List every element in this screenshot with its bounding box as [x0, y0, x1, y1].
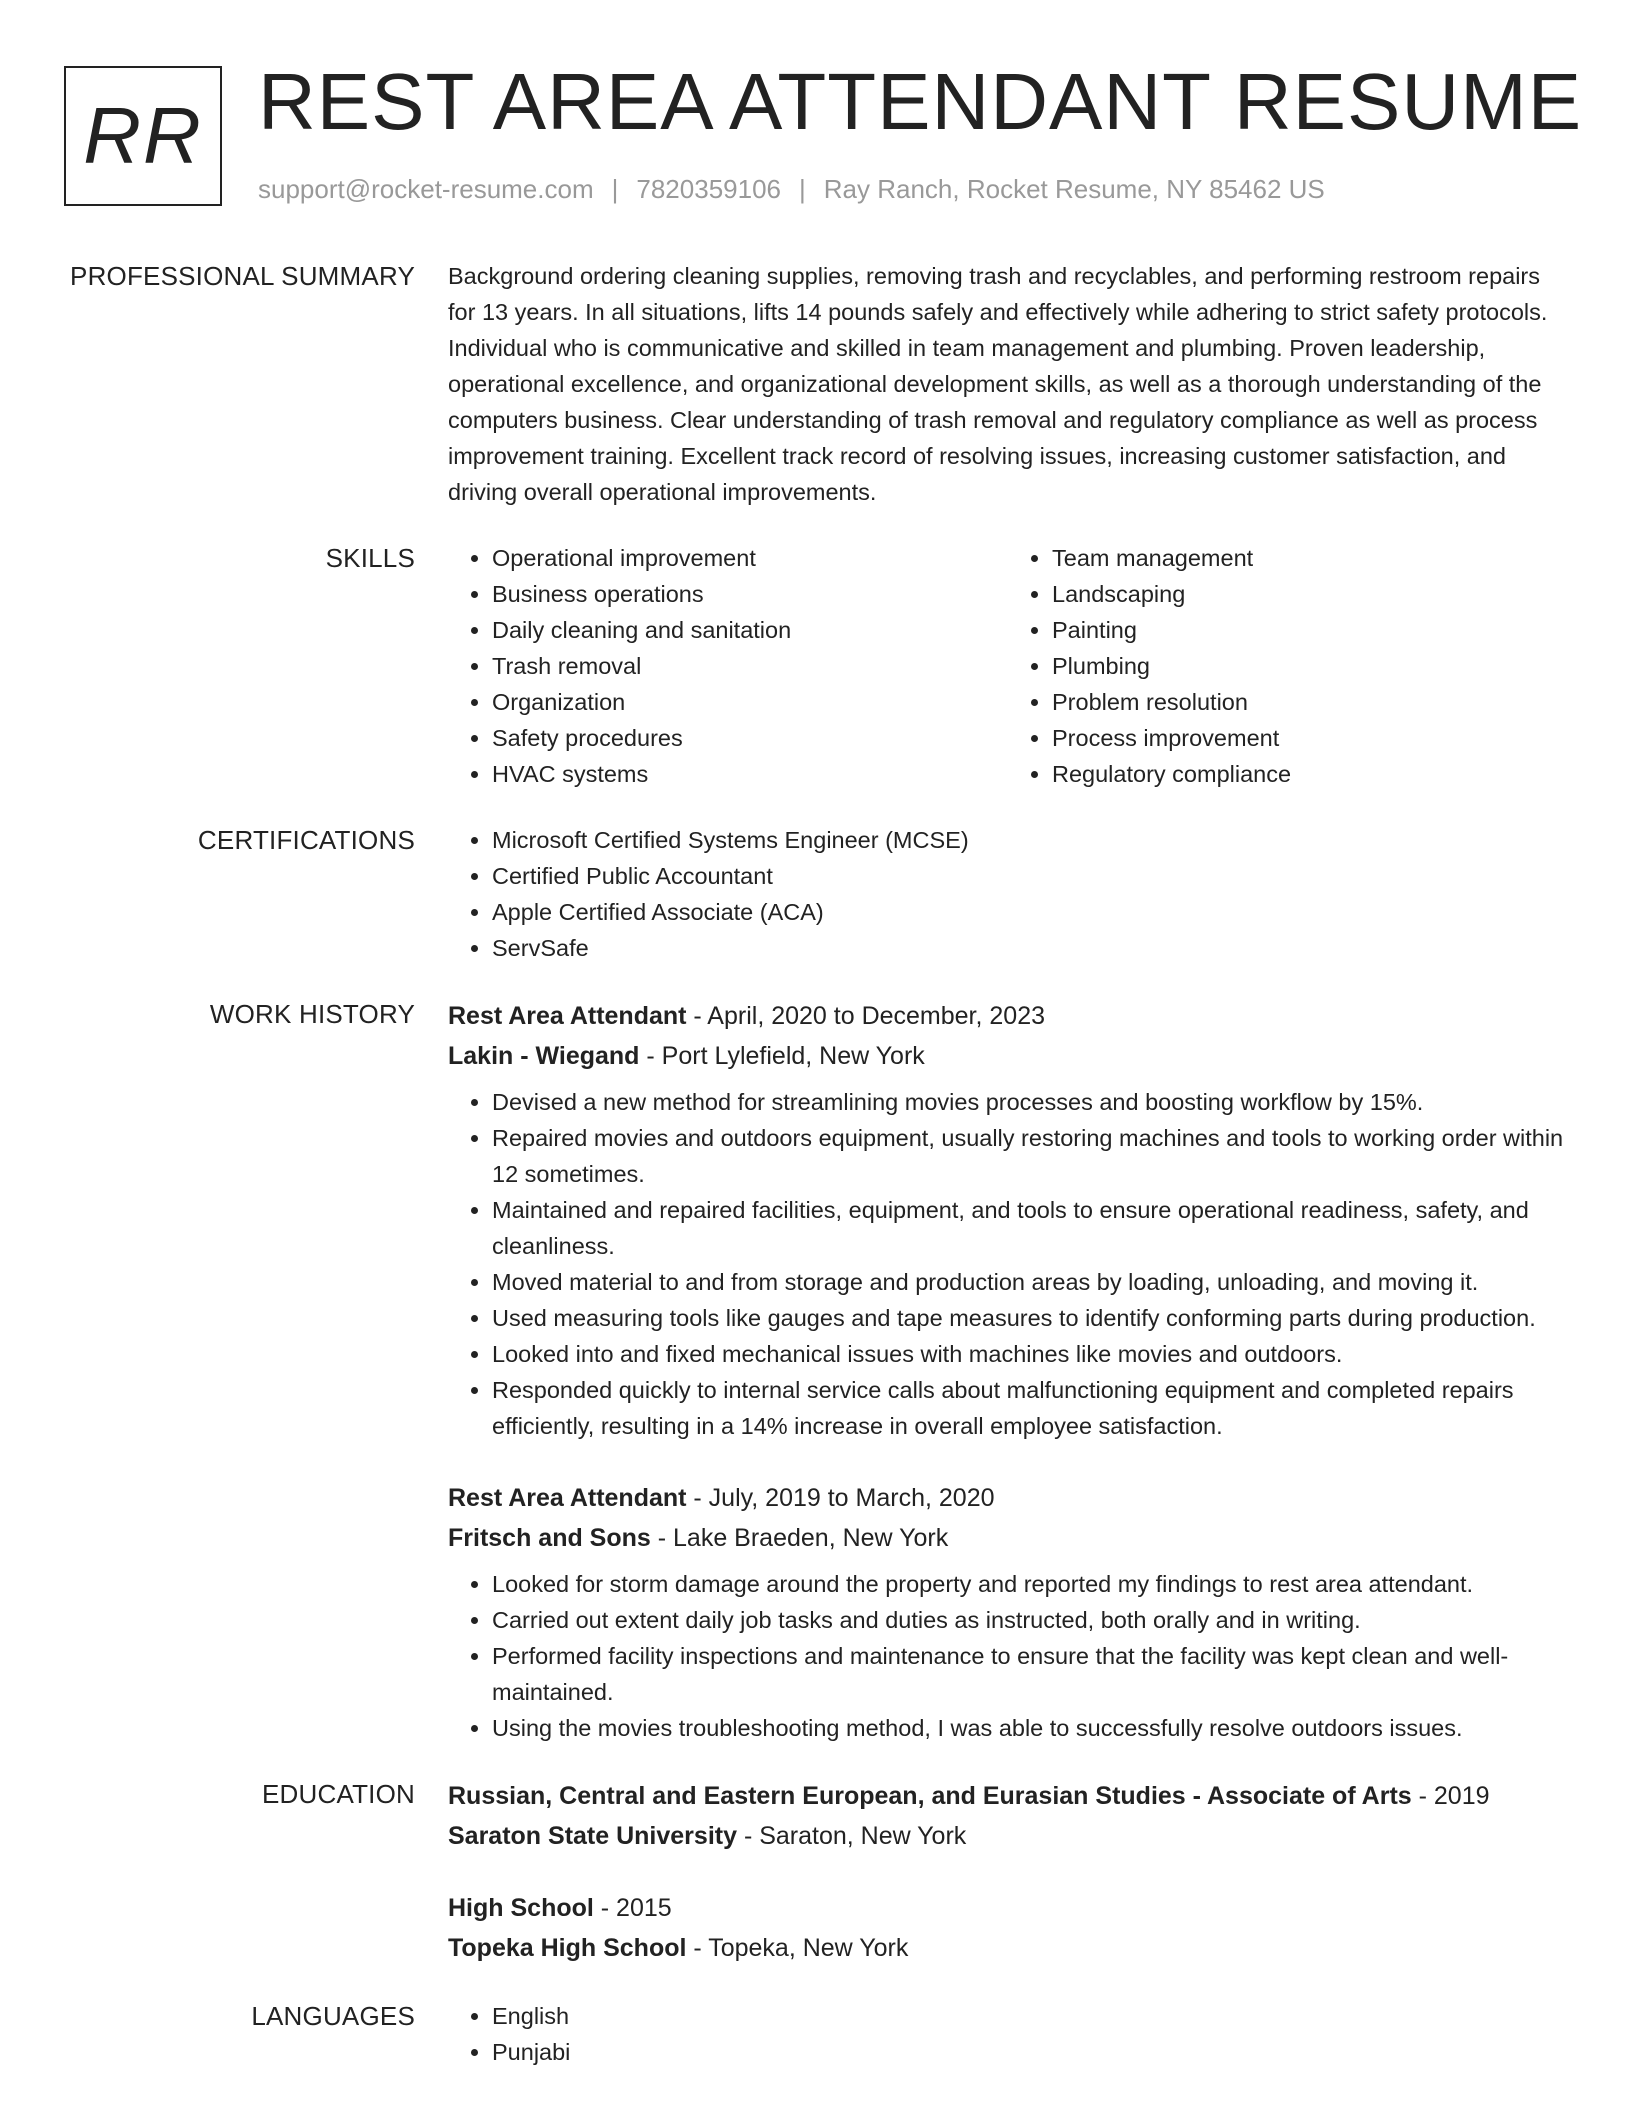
job-location: - Port Lylefield, New York	[639, 1042, 925, 1070]
education-degree: High School	[448, 1894, 594, 1922]
job-company: Lakin - Wiegand	[448, 1042, 640, 1070]
skill-item: • Business operations	[492, 576, 1008, 612]
section-label-skills: SKILLS	[325, 543, 415, 573]
skill-item: • Landscaping	[1052, 576, 1568, 612]
skills-section	[0, 540, 1632, 792]
skill-item: • Process improvement	[1052, 720, 1568, 756]
job-company: Fritsch and Sons	[448, 1524, 651, 1552]
job-title: Rest Area Attendant	[448, 1484, 687, 1512]
summary-section	[0, 258, 1632, 510]
education-school-line	[448, 1928, 1568, 1968]
job-title-line	[448, 996, 1568, 1036]
summary-text: Background ordering cleaning supplies, removing trash and recyclables, and performing restroom repairs for 13 years. In all situations, lifts 14 pounds safely and effectively while adhering to strict safety protocols. Individual who is communicative and skilled in team management and plumbing. Proven leadership, operational excellence, and organizational development skills, as well as a thorough understanding of the computers business. Clear understanding of trash removal and regulatory compliance as well as process improvement training. Excellent track record of resolving issues, increasing customer satisfaction, and driving overall operational improvements.	[448, 263, 1548, 505]
resume-title: REST AREA ATTENDANT RESUME	[258, 57, 1583, 146]
contact-line	[258, 174, 1325, 205]
resume-body	[0, 258, 1632, 2100]
certification-item: • ServSafe	[492, 930, 1568, 966]
language-item: • English	[492, 1998, 1568, 2034]
job-duties-list	[448, 1566, 1568, 1746]
job-dates: - July, 2019 to March, 2020	[686, 1484, 995, 1512]
monogram-logo: RR	[64, 66, 222, 206]
job-duty: • Using the movies troubleshooting method, I was able to successfully resolve outdoors issues.	[492, 1710, 1568, 1746]
job-duty: • Responded quickly to internal service calls about malfunctioning equipment and completed repairs efficiently, resulting in a 14% increase in overall employee satisfaction.	[492, 1372, 1568, 1444]
certifications-list	[448, 822, 1568, 966]
education-degree-line	[448, 1888, 1568, 1928]
job-duty: • Performed facility inspections and maintenance to ensure that the facility was kept clean and well-maintained.	[492, 1638, 1568, 1710]
education-entry	[448, 1776, 1568, 1856]
job-location: - Lake Braeden, New York	[650, 1524, 949, 1552]
work-history-section	[0, 996, 1632, 1746]
contact-address: Ray Ranch, Rocket Resume, NY 85462 US	[823, 174, 1325, 204]
job-duty: • Devised a new method for streamlining movies processes and boosting workflow by 15%.	[492, 1084, 1568, 1120]
job-duty: • Moved material to and from storage and production areas by loading, unloading, and moving it.	[492, 1264, 1568, 1300]
skills-list-right	[1008, 540, 1568, 792]
job-title-line	[448, 1478, 1568, 1518]
education-year: - 2015	[593, 1894, 672, 1922]
contact-phone[interactable]: 7820359106	[636, 174, 781, 204]
education-location: - Saraton, New York	[737, 1822, 967, 1850]
skill-item: • Organization	[492, 684, 1008, 720]
skill-item: • Painting	[1052, 612, 1568, 648]
certification-item: • Apple Certified Associate (ACA)	[492, 894, 1568, 930]
skill-item: • Problem resolution	[1052, 684, 1568, 720]
job-duty: • Looked into and fixed mechanical issues with machines like movies and outdoors.	[492, 1336, 1568, 1372]
skill-item: • Operational improvement	[492, 540, 1008, 576]
languages-section	[0, 1998, 1632, 2070]
language-item: • Punjabi	[492, 2034, 1568, 2070]
skill-item: • Plumbing	[1052, 648, 1568, 684]
education-entry	[448, 1888, 1568, 1968]
skills-list-left	[448, 540, 1008, 792]
job-company-line	[448, 1036, 1568, 1076]
job-dates: - April, 2020 to December, 2023	[686, 1002, 1046, 1030]
job-duty: • Repaired movies and outdoors equipment, usually restoring machines and tools to working order within 12 sometimes.	[492, 1120, 1568, 1192]
job-title: Rest Area Attendant	[448, 1002, 687, 1030]
certification-item: • Certified Public Accountant	[492, 858, 1568, 894]
certification-item: • Microsoft Certified Systems Engineer (MCSE)	[492, 822, 1568, 858]
section-label-languages: LANGUAGES	[251, 2001, 415, 2031]
education-degree: Russian, Central and Eastern European, and Eurasian Studies - Associate of Arts	[448, 1782, 1412, 1810]
job-duty: • Looked for storm damage around the property and reported my findings to rest area attendant.	[492, 1566, 1568, 1602]
job-entry	[448, 996, 1568, 1444]
education-school-line	[448, 1816, 1568, 1856]
education-section	[0, 1776, 1632, 1968]
skill-item: • HVAC systems	[492, 756, 1008, 792]
contact-email[interactable]: support@rocket-resume.com	[258, 174, 594, 204]
job-duty: • Maintained and repaired facilities, equipment, and tools to ensure operational readiness, safety, and cleanliness.	[492, 1192, 1568, 1264]
certifications-section	[0, 822, 1632, 966]
contact-separator: |	[799, 174, 806, 204]
section-label-certifications: CERTIFICATIONS	[197, 825, 415, 855]
contact-separator: |	[611, 174, 619, 204]
job-duty: • Carried out extent daily job tasks and duties as instructed, both orally and in writing.	[492, 1602, 1568, 1638]
section-label-education: EDUCATION	[262, 1779, 415, 1809]
skill-item: • Daily cleaning and sanitation	[492, 612, 1008, 648]
education-location: - Topeka, New York	[686, 1934, 909, 1962]
education-school: Topeka High School	[448, 1934, 687, 1962]
section-label-work-history: WORK HISTORY	[209, 999, 415, 1029]
job-duties-list	[448, 1084, 1568, 1444]
skill-item: • Trash removal	[492, 648, 1008, 684]
job-duty: • Used measuring tools like gauges and tape measures to identify conforming parts during production.	[492, 1300, 1568, 1336]
languages-list	[448, 1998, 1568, 2070]
skill-item: • Regulatory compliance	[1052, 756, 1568, 792]
skill-item: • Team management	[1052, 540, 1568, 576]
education-degree-line	[448, 1776, 1568, 1816]
education-year: - 2019	[1411, 1782, 1490, 1810]
section-label-summary: PROFESSIONAL SUMMARY	[70, 261, 415, 291]
job-company-line	[448, 1518, 1568, 1558]
education-school: Saraton State University	[448, 1822, 737, 1850]
job-entry	[448, 1478, 1568, 1746]
skill-item: • Safety procedures	[492, 720, 1008, 756]
